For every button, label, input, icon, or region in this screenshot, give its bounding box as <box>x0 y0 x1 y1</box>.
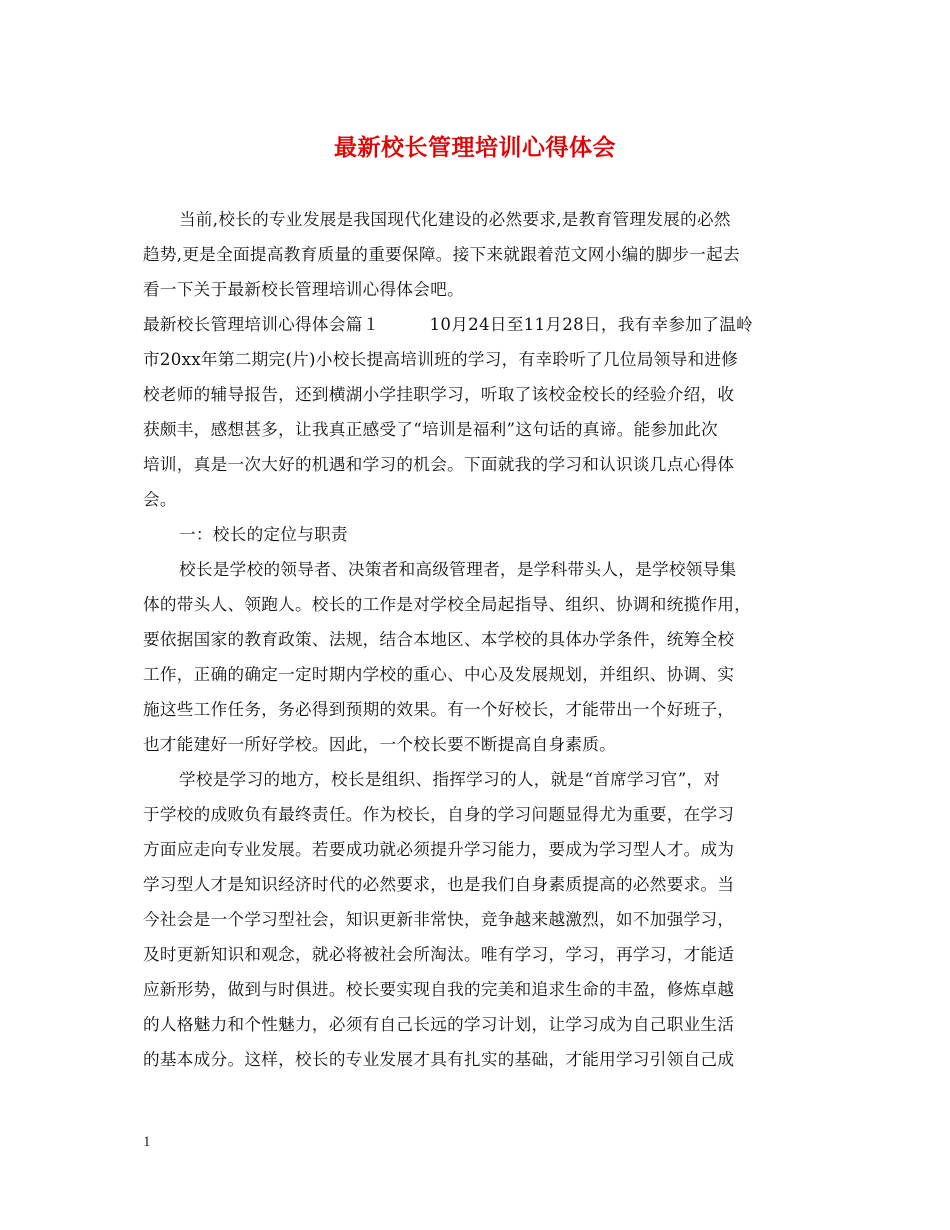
paragraph-line: 校长是学校的领导者、决策者和高级管理者，是学科带头人，是学校领导集 <box>179 560 737 579</box>
paragraph-line: 当前,校长的专业发展是我国现代化建设的必然要求,是教育管理发展的必然 <box>179 210 731 229</box>
paragraph-line: 学校是学习的地方，校长是组织、指挥学习的人，就是“首席学习官”，对 <box>179 770 721 789</box>
section-heading: 最新校长管理培训心得体会篇１ <box>143 315 380 334</box>
page-number: 1 <box>143 1134 151 1150</box>
paragraph-line: 的人格魅力和个性魅力，必须有自己长远的学习计划，让学习成为自己职业生活 <box>143 1015 735 1034</box>
paragraph-line: 培训，真是一次大好的机遇和学习的机会。下面就我的学习和认识谈几点心得体 <box>143 455 735 474</box>
paragraph-line: 会。 <box>143 490 177 509</box>
paragraph-line: 市20xx年第二期完(片)小校长提高培训班的学习，有幸聆听了几位局领导和进修 <box>143 350 739 369</box>
paragraph-line: 看一下关于最新校长管理培训心得体会吧。 <box>143 280 464 299</box>
paragraph-line: 学习型人才是知识经济时代的必然要求，也是我们自身素质提高的必然要求。当 <box>143 875 735 894</box>
paragraph-line: 应新形势，做到与时俱进。校长要实现自我的完美和追求生命的丰盈，修炼卓越 <box>143 980 735 999</box>
paragraph-line: 的基本成分。这样，校长的专业发展才具有扎实的基础，才能用学习引领自己成 <box>143 1050 735 1069</box>
document-title: 最新校长管理培训心得体会 <box>334 134 616 161</box>
paragraph-line: 今社会是一个学习型社会，知识更新非常快，竞争越来越激烈，如不加强学习， <box>143 910 735 929</box>
paragraph-line: 趋势,更是全面提高教育质量的重要保障。接下来就跟着范文网小编的脚步一起去 <box>143 245 740 264</box>
paragraph-line: 于学校的成败负有最终责任。作为校长，自身的学习问题显得尤为重要，在学习 <box>143 805 735 824</box>
paragraph-line: 也才能建好一所好学校。因此，一个校长要不断提高自身素质。 <box>143 735 617 754</box>
paragraph-text: 10月24日至11月28日，我有幸参加了温岭 <box>429 315 753 334</box>
paragraph-line: 方面应走向专业发展。若要成功就必须提升学习能力，要成为学习型人才。成为 <box>143 840 735 859</box>
paragraph-line: 工作，正确的确定一定时期内学校的重心、中心及发展规划，并组织、协调、实 <box>143 665 735 684</box>
subsection-heading: 一：校长的定位与职责 <box>179 525 348 544</box>
paragraph-line: 体的带头人、领跑人。校长的工作是对学校全局起指导、组织、协调和统揽作用， <box>143 595 752 614</box>
paragraph-line: 要依据国家的教育政策、法规，结合本地区、本学校的具体办学条件，统筹全校 <box>143 630 735 649</box>
paragraph-line: 校老师的辅导报告，还到横湖小学挂职学习，听取了该校金校长的经验介绍，收 <box>143 385 735 404</box>
section-heading-line <box>143 307 811 342</box>
paragraph-line: 获颇丰，感想甚多，让我真正感受了“培训是福利”这句话的真谛。能参加此次 <box>143 420 719 439</box>
paragraph-line: 及时更新知识和观念，就必将被社会所淘汰。唯有学习，学习，再学习，才能适 <box>143 945 735 964</box>
document-body <box>143 202 811 1077</box>
paragraph-line: 施这些工作任务，务必得到预期的效果。有一个好校长，才能带出一个好班子， <box>143 700 735 719</box>
